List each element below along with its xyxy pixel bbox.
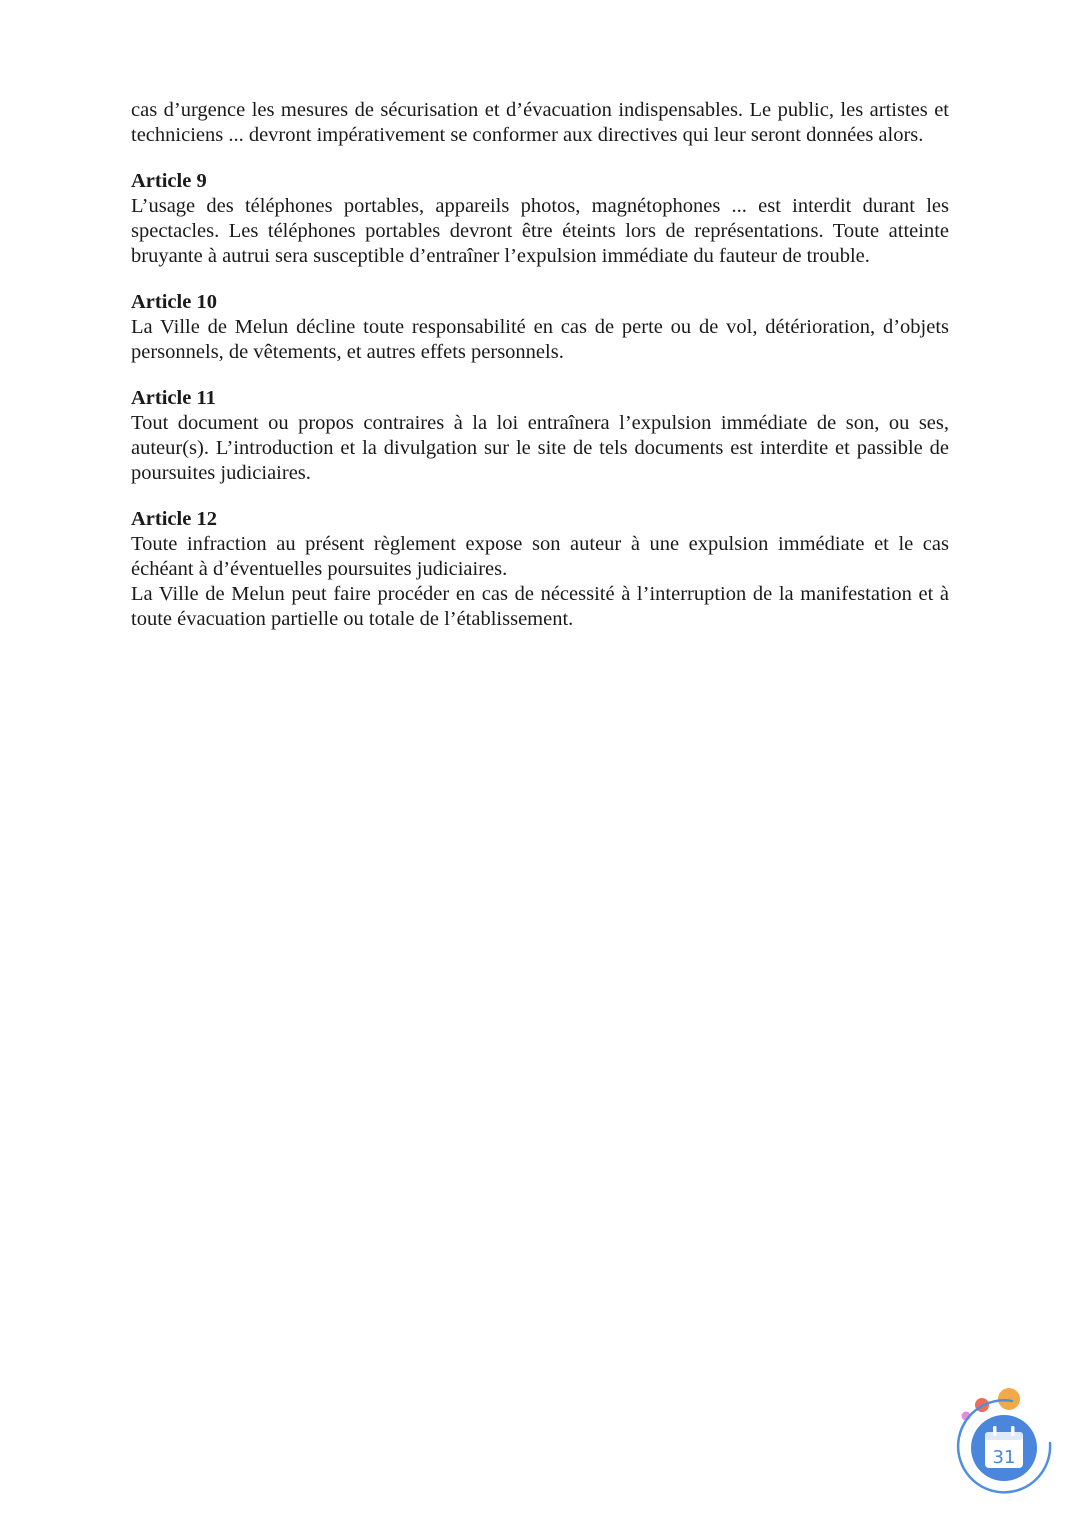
article-paragraph: La Ville de Melun peut faire procéder en cas de nécessité à l’interruption de la manifestation et à toute évacuation partielle ou totale de l’établissement. — [131, 583, 949, 630]
article-body — [131, 411, 949, 486]
article-paragraph: L’usage des téléphones portables, appareils photos, magnétophones ... est interdit durant les spectacles. Les téléphones portables devront être éteints lors de représentations. Toute atteinte bruyante à autrui sera susceptible d’entraîner l’expulsion immédiate du fauteur de trouble. — [131, 195, 949, 267]
document-page — [131, 98, 949, 632]
calendar-badge[interactable] — [950, 1385, 1060, 1500]
article-11 — [131, 386, 949, 486]
article-10 — [131, 290, 949, 365]
article-paragraph: La Ville de Melun décline toute responsabilité en cas de perte ou de vol, détérioration, d’objets personnels, de vêtements, et autres effets personnels. — [131, 316, 949, 363]
article-9 — [131, 169, 949, 269]
article-title: Article 12 — [131, 508, 217, 530]
article-paragraph: Tout document ou propos contraires à la loi entraînera l’expulsion immédiate de son, ou ses, auteur(s). L’introduction et la divulgation sur le site de tels documents est interdite et passible de poursuites judiciaires. — [131, 412, 949, 484]
article-body — [131, 532, 949, 632]
article-body — [131, 315, 949, 365]
article-paragraph: Toute infraction au présent règlement expose son auteur à une expulsion immédiate et le cas échéant à d’éventuelles poursuites judiciaires. — [131, 533, 949, 580]
intro-paragraph: cas d’urgence les mesures de sécurisation et d’évacuation indispensables. Le public, les artistes et techniciens ... devront impérativement se conformer aux directives qui leur seront données alors. — [131, 99, 949, 146]
orange-dot — [998, 1388, 1020, 1410]
calendar-header — [985, 1432, 1023, 1440]
article-12 — [131, 507, 949, 632]
calendar-ring-left — [993, 1426, 997, 1436]
calendar-ring-right — [1011, 1426, 1015, 1436]
calendar-day: 31 — [992, 1447, 1016, 1468]
article-title: Article 9 — [131, 170, 207, 192]
article-body — [131, 194, 949, 269]
article-title: Article 10 — [131, 291, 217, 313]
calendar-icon — [950, 1385, 1060, 1500]
article-title: Article 11 — [131, 387, 216, 409]
